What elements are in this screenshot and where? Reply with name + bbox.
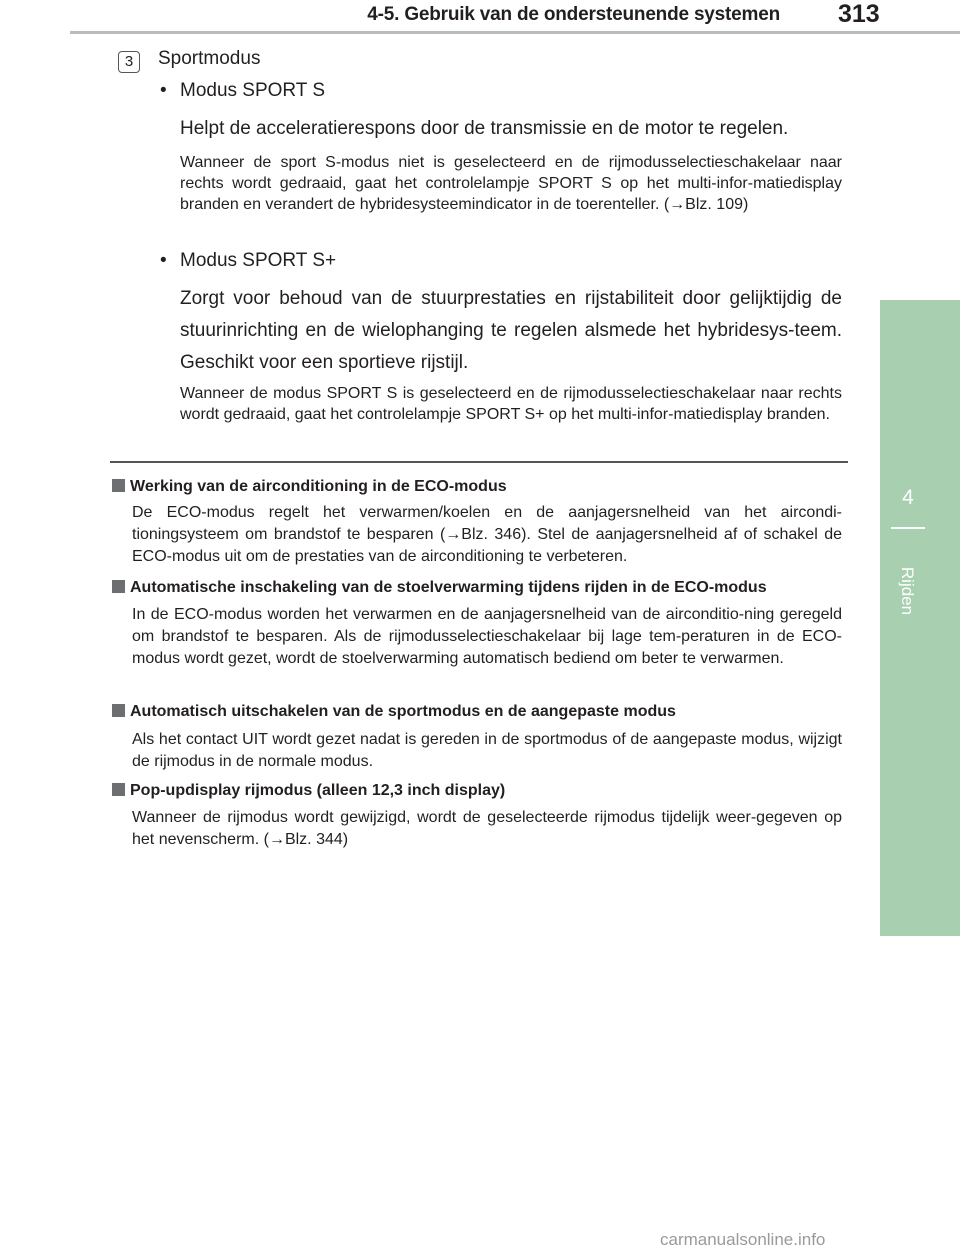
square-bullet-icon [112, 580, 125, 593]
note-heading [112, 478, 507, 496]
chapter-tab-divider [891, 527, 925, 529]
note-body: Wanneer de rijmodus wordt gewijzigd, wordt de geselecteerde rijmodus tijdelijk weer-gegeven op het nevenscherm. (→Blz. 344) [132, 809, 842, 848]
note-title: Pop-updisplay rijmodus (alleen 12,3 inch display) [130, 782, 506, 799]
bullet-dot: • [160, 250, 167, 271]
mode-sport-s-plus-note: Wanneer de modus SPORT S is geselecteerd en de rijmodusselectieschakelaar naar rechts wordt gedraaid, gaat het controlelampje SPORT S+ op het multi-infor-matiedisplay branden. [180, 385, 842, 423]
mode-sport-s-heading [160, 80, 325, 102]
step-title: Sportmodus [158, 48, 261, 69]
note-body: Als het contact UIT wordt gezet nadat is gereden in de sportmodus of de aangepaste modus, wijzigt de rijmodus in de normale modus. [132, 731, 842, 770]
chapter-number: 4 [902, 486, 914, 509]
chapter-label: Rijden [898, 566, 917, 616]
section-divider [110, 461, 848, 463]
note-body: In de ECO-modus worden het verwarmen en de aanjagersnelheid van de airconditio-ning geregeld om brandstof te besparen. Als de rijmodusselectieschakelaar bij lage tem-peraturen in de ECO-modus wordt gezet, wordt de stoelverwarming automatisch bediend om beter te verwarmen. [132, 606, 842, 667]
note-body: De ECO-modus regelt het verwarmen/koelen en de aanjagersnelheid van het aircondi-tioningsysteem om brandstof te besparen (→Blz. 346). Stel de aanjagersnelheid af of schakel de ECO-modus uit om de prestaties van de airconditioning te verbeteren. [132, 504, 842, 565]
note-title: Werking van de airconditioning in de ECO-modus [130, 478, 507, 495]
note-title: Automatisch uitschakelen van de sportmodus en de aangepaste modus [130, 703, 676, 720]
mode-name: Modus SPORT S [180, 80, 326, 101]
page-number: 313 [838, 0, 880, 28]
square-bullet-icon [112, 704, 125, 717]
note-heading [112, 579, 767, 597]
mode-sport-s-plus-heading [160, 250, 336, 272]
mode-sport-s-note: Wanneer de sport S-modus niet is geselecteerd en de rijmodusselectieschakelaar naar rechts wordt gedraaid, gaat het controlelampje SPORT S op het multi-infor-matiedisplay branden en verandert de hybridesysteemindicator in de toerenteller. (→Blz. 109) [180, 154, 842, 213]
square-bullet-icon [112, 479, 125, 492]
header-divider [70, 31, 960, 34]
note-heading [112, 782, 505, 800]
note-title: Automatische inschakeling van de stoelverwarming tijdens rijden in de ECO-modus [130, 579, 767, 596]
bullet-dot: • [160, 80, 167, 101]
mode-sport-s-plus-description: Zorgt voor behoud van de stuurprestaties en rijstabiliteit door gelijktijdig de stuurinrichting en de wielophanging te regelen alsmede het hybridesys-teem. Geschikt voor een sportieve rijstijl. [180, 288, 842, 373]
mode-sport-s-description: Helpt de acceleratierespons door de transmissie en de motor te regelen. [180, 118, 789, 139]
mode-name: Modus SPORT S+ [180, 250, 337, 271]
chapter-side-tab [880, 300, 960, 936]
note-heading [112, 703, 676, 721]
watermark: carmanualsonline.info [660, 1230, 826, 1249]
header-section-title: 4-5. Gebruik van de ondersteunende systemen [367, 4, 780, 25]
square-bullet-icon [112, 783, 125, 796]
step-number-badge: 3 [118, 51, 140, 73]
